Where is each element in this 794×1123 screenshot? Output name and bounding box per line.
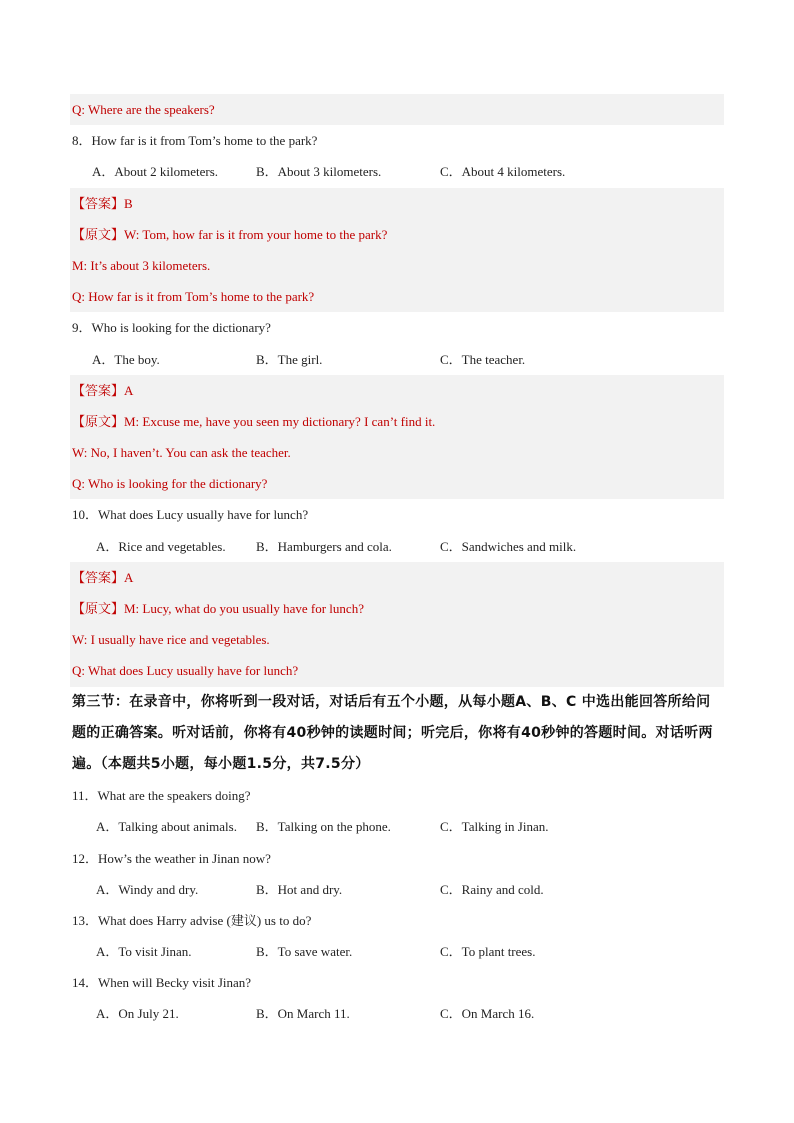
answer-transcript-line: M: It’s about 3 kilometers. [70,250,724,281]
answer-transcript-line: 【答案】B [70,188,724,219]
option-c: C．Rainy and cold. [440,881,544,897]
answer-options [70,531,724,562]
option-c: C．On March 16. [440,1006,535,1022]
answer-options [70,998,724,1029]
option-b: B．To save water. [256,944,353,960]
option-b: B．About 3 kilometers. [256,164,382,180]
answer-options [70,936,724,967]
question-stem: 11．What are the speakers doing? [72,788,251,804]
answer-transcript-line: 【原文】M: Excuse me, have you seen my dictionary? I can’t find it. [70,406,724,437]
option-c: C．About 4 kilometers. [440,164,566,180]
answer-options [70,344,724,375]
answer-transcript-line: Q: Where are the speakers? [70,94,724,125]
question-stem: 12．How’s the weather in Jinan now? [72,850,271,866]
option-a: A．On July 21. [96,1006,179,1022]
answer-transcript-line: 【答案】A [70,375,724,406]
answer-transcript-line: Q: What does Lucy usually have for lunch? [70,655,724,686]
option-b: B．On March 11. [256,1006,350,1022]
answer-options [70,874,724,905]
question-stem: 8．How far is it from Tom’s home to the park? [72,133,318,149]
answer-options [70,156,724,187]
option-b: B．Hot and dry. [256,881,343,897]
option-a: A．Rice and vegetables. [96,538,226,554]
option-a: A．To visit Jinan. [96,944,192,960]
option-b: B．Talking on the phone. [256,819,391,835]
question-stem: 13．What does Harry advise (建议) us to do? [72,912,312,928]
answer-transcript-line: Q: Who is looking for the dictionary? [70,468,724,499]
exam-page [70,94,724,1030]
section-instructions: 第三节：在录音中，你将听到一段对话，对话后有五个小题，从每小题A、B、C 中选出能回答所给问题的正确答案。听对话前，你将有40秒钟的读题时间；听完后，你将有40秒钟的答题时间。对话听两遍。（本题共5小题，每小题1.5分，共7.5分） [72,693,713,772]
answer-transcript-line: 【答案】A [70,562,724,593]
option-c: C．To plant trees. [440,944,536,960]
option-c: C．Sandwiches and milk. [440,538,577,554]
question-stem: 10．What does Lucy usually have for lunch? [72,507,309,523]
answer-transcript-line: 【原文】W: Tom, how far is it from your home to the park? [70,219,724,250]
option-a: A．Talking about animals. [96,819,237,835]
option-c: C．The teacher. [440,351,526,367]
option-b: B．The girl. [256,351,323,367]
option-a: A．Windy and dry. [96,881,199,897]
option-b: B．Hamburgers and cola. [256,538,392,554]
question-stem: 9．Who is looking for the dictionary? [72,320,271,336]
answer-options [70,811,724,842]
option-c: C．Talking in Jinan. [440,819,549,835]
answer-transcript-line: Q: How far is it from Tom’s home to the park? [70,281,724,312]
option-a: A．The boy. [92,351,160,367]
option-a: A．About 2 kilometers. [92,164,219,180]
answer-transcript-line: W: I usually have rice and vegetables. [70,624,724,655]
question-stem: 14．When will Becky visit Jinan? [72,975,252,991]
answer-transcript-line: W: No, I haven’t. You can ask the teacher. [70,437,724,468]
answer-transcript-line: 【原文】M: Lucy, what do you usually have for lunch? [70,593,724,624]
